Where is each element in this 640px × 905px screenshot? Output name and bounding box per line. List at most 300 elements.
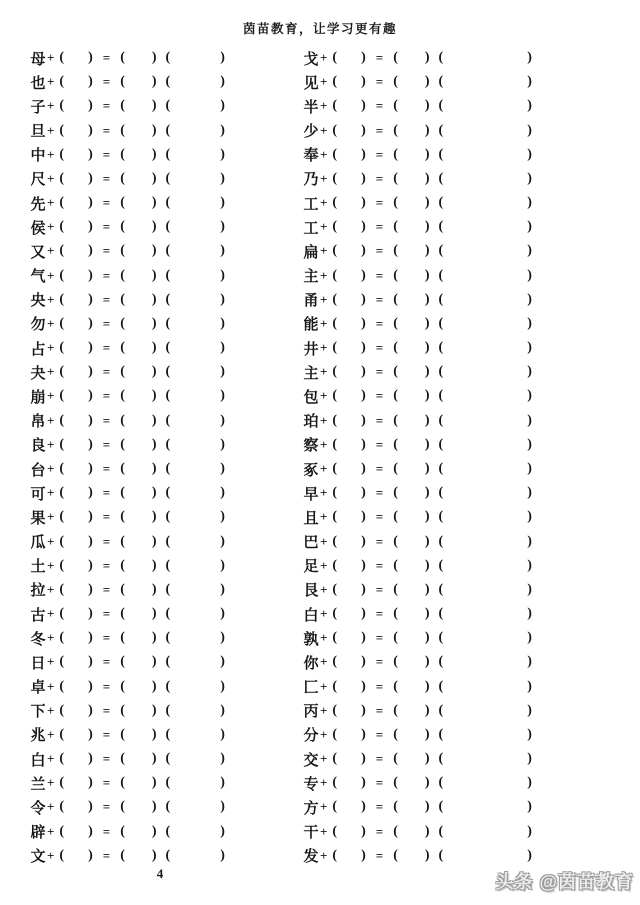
answer-blank (125, 203, 152, 204)
answer-blank (337, 348, 361, 349)
exercise-row (303, 529, 532, 553)
answer-blank (170, 638, 220, 639)
paren-open: ( (165, 654, 171, 670)
answer-blank (125, 299, 152, 300)
paren-close: ) (88, 726, 93, 742)
base-character: 侯 (30, 220, 46, 237)
equals-sign: = (375, 195, 384, 211)
paren-close: ) (424, 50, 430, 66)
paren-open: ( (438, 364, 444, 380)
paren-close: ) (151, 630, 157, 646)
paren-open: ( (165, 436, 171, 452)
paren-close: ) (88, 412, 93, 428)
exercise-row (303, 336, 532, 360)
answer-blank (170, 469, 220, 470)
paren-close: ) (88, 146, 93, 162)
exercise-row (30, 167, 225, 191)
answer-blank (398, 82, 425, 83)
exercise-row (303, 795, 532, 819)
base-character: 且 (303, 510, 319, 527)
plus-sign: + (320, 74, 328, 90)
paren-close: ) (220, 630, 225, 646)
paren-close: ) (151, 461, 157, 476)
answer-blank (337, 251, 361, 252)
answer-blank (443, 106, 527, 107)
exercise-row (303, 288, 532, 312)
paren-open: ( (393, 702, 398, 718)
answer-blank (125, 444, 152, 445)
answer-blank (337, 662, 361, 663)
plus-sign: + (47, 775, 55, 791)
exercise-row (303, 239, 532, 263)
exercise-row (303, 626, 532, 650)
paren-close: ) (151, 195, 157, 211)
answer-blank (398, 275, 425, 276)
plus-sign: + (320, 461, 328, 476)
paren-open: ( (165, 412, 171, 428)
page-number: 4 (156, 866, 164, 881)
answer-blank (398, 783, 425, 784)
paren-open: ( (393, 195, 398, 211)
answer-blank (443, 275, 527, 276)
plus-sign: + (47, 436, 55, 452)
plus-sign: + (320, 485, 328, 501)
exercise-row (303, 844, 532, 868)
paren-close: ) (151, 606, 157, 622)
paren-open: ( (332, 146, 338, 162)
paren-open: ( (120, 74, 125, 90)
base-character: 工 (303, 220, 319, 237)
paren-close: ) (88, 509, 93, 525)
base-character: 艮 (303, 583, 319, 600)
base-character: 干 (303, 825, 319, 842)
exercise-row (30, 505, 225, 529)
plus-sign: + (320, 799, 328, 815)
base-character: 见 (303, 75, 319, 92)
paren-close: ) (361, 726, 366, 742)
paren-close: ) (151, 847, 157, 863)
paren-close: ) (527, 340, 532, 356)
paren-close: ) (220, 412, 225, 428)
paren-open: ( (165, 340, 171, 356)
paren-close: ) (361, 364, 366, 380)
paren-open: ( (438, 751, 444, 767)
paren-close: ) (151, 243, 157, 259)
paren-close: ) (220, 74, 225, 90)
paren-close: ) (527, 412, 532, 428)
answer-blank (64, 82, 88, 83)
paren-close: ) (527, 50, 532, 66)
answer-blank (337, 614, 361, 615)
paren-close: ) (88, 243, 93, 259)
answer-blank (64, 275, 88, 276)
paren-open: ( (438, 823, 444, 839)
plus-sign: + (47, 364, 55, 380)
answer-blank (398, 807, 425, 808)
base-character: 包 (303, 389, 319, 406)
paren-close: ) (361, 775, 366, 791)
paren-close: ) (527, 557, 532, 573)
paren-open: ( (120, 847, 125, 863)
equals-sign: = (375, 581, 384, 597)
answer-blank (398, 831, 425, 832)
equals-sign: = (102, 122, 111, 138)
paren-close: ) (88, 50, 93, 66)
answer-blank (443, 638, 527, 639)
paren-close: ) (220, 267, 225, 283)
paren-open: ( (438, 581, 444, 597)
base-character: 气 (30, 269, 46, 286)
paren-close: ) (151, 364, 157, 380)
base-character: 果 (30, 510, 46, 527)
paren-open: ( (120, 291, 125, 307)
equals-sign: = (102, 388, 111, 404)
paren-open: ( (120, 726, 125, 742)
paren-open: ( (332, 581, 338, 597)
equals-sign: = (102, 630, 111, 646)
base-character: 主 (303, 365, 319, 382)
paren-open: ( (438, 98, 444, 114)
answer-blank (443, 58, 527, 59)
paren-open: ( (393, 654, 398, 670)
paren-close: ) (527, 388, 532, 404)
paren-open: ( (393, 340, 398, 356)
base-character: 足 (303, 559, 319, 576)
answer-blank (170, 589, 220, 590)
exercise-row (303, 578, 532, 602)
answer-blank (170, 686, 220, 687)
equals-sign: = (375, 50, 384, 66)
plus-sign: + (320, 243, 328, 259)
paren-open: ( (332, 702, 338, 718)
answer-blank (125, 323, 152, 324)
paren-close: ) (527, 170, 532, 186)
paren-open: ( (59, 799, 65, 815)
paren-open: ( (165, 315, 171, 331)
answer-blank (125, 565, 152, 566)
paren-open: ( (332, 630, 338, 646)
paren-close: ) (88, 388, 93, 404)
paren-open: ( (59, 412, 65, 428)
answer-blank (443, 807, 527, 808)
paren-open: ( (438, 146, 444, 162)
answer-blank (398, 517, 425, 518)
paren-open: ( (393, 315, 398, 331)
exercise-row (30, 699, 225, 723)
base-character: 先 (30, 196, 46, 213)
equals-sign: = (102, 581, 111, 597)
answer-blank (170, 348, 220, 349)
paren-open: ( (393, 726, 398, 742)
exercise-row (303, 191, 532, 215)
answer-blank (170, 541, 220, 542)
paren-close: ) (424, 678, 430, 694)
answer-blank (398, 178, 425, 179)
paren-close: ) (361, 170, 366, 186)
paren-open: ( (393, 170, 398, 186)
equals-sign: = (375, 436, 384, 452)
exercise-row (30, 650, 225, 674)
answer-blank (398, 541, 425, 542)
paren-open: ( (59, 630, 65, 646)
plus-sign: + (320, 340, 328, 356)
plus-sign: + (320, 533, 328, 549)
base-character: 分 (303, 728, 319, 745)
paren-close: ) (88, 461, 93, 476)
paren-close: ) (361, 581, 366, 597)
answer-blank (170, 493, 220, 494)
answer-blank (125, 831, 152, 832)
paren-close: ) (220, 775, 225, 791)
paren-close: ) (151, 50, 157, 66)
paren-open: ( (438, 412, 444, 428)
paren-open: ( (120, 412, 125, 428)
paren-open: ( (120, 630, 125, 646)
paren-open: ( (438, 799, 444, 815)
answer-blank (64, 396, 88, 397)
paren-open: ( (438, 267, 444, 283)
paren-close: ) (220, 122, 225, 138)
exercise-row (30, 674, 225, 698)
answer-blank (64, 178, 88, 179)
answer-blank (170, 807, 220, 808)
answer-blank (337, 807, 361, 808)
paren-close: ) (220, 678, 225, 694)
answer-blank (337, 372, 361, 373)
paren-close: ) (424, 315, 430, 331)
paren-close: ) (424, 170, 430, 186)
answer-blank (337, 396, 361, 397)
exercise-row (30, 94, 225, 118)
paren-close: ) (527, 315, 532, 331)
equals-sign: = (102, 219, 111, 235)
paren-open: ( (59, 436, 65, 452)
paren-open: ( (165, 606, 171, 622)
answer-blank (398, 227, 425, 228)
answer-blank (337, 469, 361, 470)
plus-sign: + (320, 436, 328, 452)
equals-sign: = (102, 50, 111, 66)
base-character: 文 (30, 849, 46, 866)
paren-close: ) (424, 847, 430, 863)
paren-open: ( (393, 485, 398, 501)
answer-blank (170, 372, 220, 373)
answer-blank (170, 299, 220, 300)
paren-open: ( (438, 606, 444, 622)
exercise-row (30, 457, 225, 481)
paren-close: ) (527, 243, 532, 259)
answer-blank (64, 710, 88, 711)
base-character: 早 (303, 486, 319, 503)
paren-close: ) (361, 195, 366, 211)
equals-sign: = (375, 533, 384, 549)
answer-blank (443, 734, 527, 735)
paren-close: ) (220, 340, 225, 356)
paren-open: ( (59, 315, 65, 331)
answer-blank (125, 130, 152, 131)
answer-blank (443, 686, 527, 687)
plus-sign: + (47, 678, 55, 694)
paren-close: ) (151, 557, 157, 573)
paren-open: ( (59, 291, 65, 307)
paren-close: ) (88, 98, 93, 114)
base-character: 匚 (303, 680, 319, 697)
base-character: 兆 (30, 728, 46, 745)
answer-blank (398, 323, 425, 324)
exercise-row (30, 70, 225, 94)
exercise-row (303, 674, 532, 698)
paren-close: ) (88, 340, 93, 356)
base-character: 戈 (303, 51, 319, 68)
answer-blank (398, 493, 425, 494)
answer-blank (443, 662, 527, 663)
answer-blank (125, 734, 152, 735)
answer-blank (337, 154, 361, 155)
paren-close: ) (361, 799, 366, 815)
paren-close: ) (527, 751, 532, 767)
paren-open: ( (59, 654, 65, 670)
plus-sign: + (320, 195, 328, 211)
equals-sign: = (102, 678, 111, 694)
answer-blank (64, 662, 88, 663)
paren-open: ( (332, 98, 338, 114)
paren-open: ( (438, 557, 444, 573)
paren-open: ( (438, 702, 444, 718)
paren-close: ) (220, 581, 225, 597)
paren-open: ( (438, 195, 444, 211)
plus-sign: + (320, 702, 328, 718)
paren-close: ) (424, 654, 430, 670)
base-character: 少 (303, 124, 319, 141)
paren-open: ( (165, 775, 171, 791)
paren-open: ( (120, 654, 125, 670)
base-character: 可 (30, 486, 46, 503)
answer-blank (64, 106, 88, 107)
paren-close: ) (151, 726, 157, 742)
plus-sign: + (320, 267, 328, 283)
answer-blank (125, 106, 152, 107)
paren-open: ( (165, 74, 171, 90)
paren-close: ) (151, 751, 157, 767)
plus-sign: + (320, 557, 328, 573)
exercise-row (30, 626, 225, 650)
plus-sign: + (47, 509, 55, 525)
base-character: 工 (303, 196, 319, 213)
plus-sign: + (47, 823, 55, 839)
answer-blank (64, 299, 88, 300)
paren-open: ( (59, 557, 65, 573)
plus-sign: + (47, 412, 55, 428)
paren-close: ) (424, 195, 430, 211)
paren-close: ) (424, 364, 430, 380)
answer-blank (337, 855, 361, 856)
answer-blank (443, 396, 527, 397)
answer-blank (337, 420, 361, 421)
paren-open: ( (393, 243, 398, 259)
paren-close: ) (220, 315, 225, 331)
answer-blank (398, 469, 425, 470)
paren-open: ( (120, 775, 125, 791)
answer-blank (443, 82, 527, 83)
exercise-row (303, 771, 532, 795)
answer-blank (125, 855, 152, 856)
answer-blank (64, 227, 88, 228)
answer-blank (398, 251, 425, 252)
paren-close: ) (151, 315, 157, 331)
exercise-row (30, 46, 225, 70)
base-character: 卓 (30, 680, 46, 697)
paren-close: ) (361, 146, 366, 162)
paren-close: ) (424, 146, 430, 162)
paren-close: ) (151, 775, 157, 791)
plus-sign: + (320, 581, 328, 597)
equals-sign: = (375, 219, 384, 235)
equals-sign: = (102, 340, 111, 356)
exercise-row (30, 433, 225, 457)
paren-open: ( (393, 823, 398, 839)
paren-close: ) (220, 847, 225, 863)
answer-blank (443, 517, 527, 518)
answer-blank (170, 614, 220, 615)
paren-close: ) (88, 775, 93, 791)
paren-close: ) (220, 654, 225, 670)
paren-close: ) (88, 364, 93, 380)
paren-close: ) (88, 823, 93, 839)
answer-blank (125, 638, 152, 639)
answer-blank (337, 130, 361, 131)
equals-sign: = (102, 364, 111, 380)
answer-blank (125, 251, 152, 252)
paren-close: ) (527, 726, 532, 742)
exercise-row (303, 384, 532, 408)
paren-open: ( (120, 315, 125, 331)
watermark: 头条 @茵苗教育 (495, 872, 634, 892)
paren-close: ) (527, 678, 532, 694)
answer-blank (443, 203, 527, 204)
paren-open: ( (332, 533, 338, 549)
paren-close: ) (151, 340, 157, 356)
paren-close: ) (361, 243, 366, 259)
answer-blank (398, 106, 425, 107)
base-character: 珀 (303, 414, 319, 431)
answer-blank (125, 783, 152, 784)
paren-open: ( (59, 533, 65, 549)
paren-close: ) (220, 50, 225, 66)
paren-close: ) (424, 726, 430, 742)
exercise-row (303, 264, 532, 288)
base-character: 拉 (30, 583, 46, 600)
paren-open: ( (332, 436, 338, 452)
answer-blank (64, 372, 88, 373)
answer-blank (398, 734, 425, 735)
base-character: 旦 (30, 124, 46, 141)
paren-close: ) (361, 340, 366, 356)
base-character: 令 (30, 800, 46, 817)
answer-blank (337, 227, 361, 228)
answer-blank (125, 154, 152, 155)
paren-open: ( (332, 388, 338, 404)
equals-sign: = (375, 267, 384, 283)
paren-open: ( (120, 340, 125, 356)
base-character: 白 (30, 752, 46, 769)
paren-close: ) (361, 388, 366, 404)
paren-close: ) (151, 170, 157, 186)
paren-open: ( (393, 146, 398, 162)
paren-open: ( (165, 219, 171, 235)
paren-open: ( (120, 219, 125, 235)
exercise-row (303, 94, 532, 118)
plus-sign: + (47, 847, 55, 863)
